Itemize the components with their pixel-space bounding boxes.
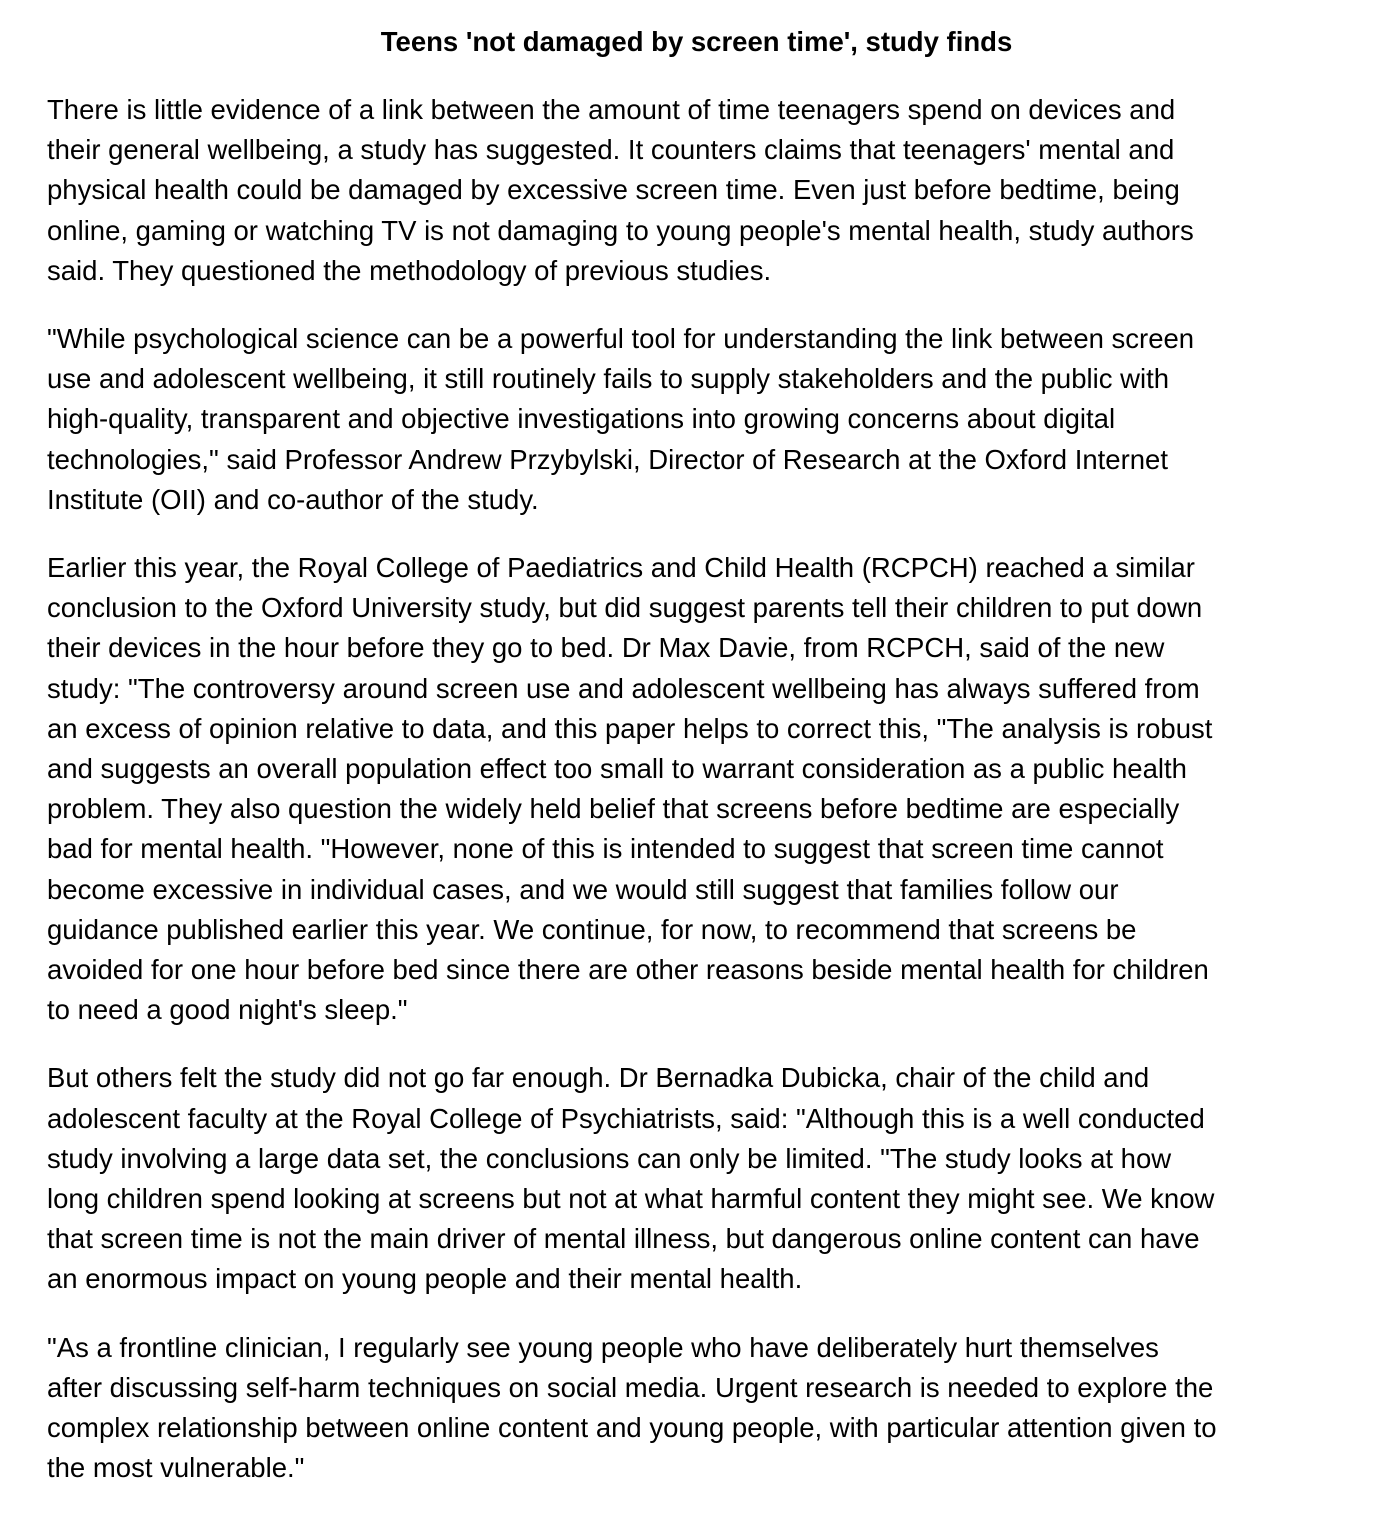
article-body bbox=[47, 90, 1357, 1517]
article-paragraph-1: There is little evidence of a link between the amount of time teenagers spend on devices and their general wellbeing, a study has suggested. It counters claims that teenagers' mental and physical health could be damaged by excessive screen time. Even just before bedtime, being online, gaming or watching TV is not damaging to young people's mental health, study authors said. They questioned the methodology of previous studies. bbox=[47, 94, 1194, 286]
article-paragraph-2: "While psychological science can be a powerful tool for understanding the link between screen use and adolescent wellbeing, it still routinely fails to supply stakeholders and the public with high-quality, transparent and objective investigations into growing concerns about digital technologies," said Professor Andrew Przybylski, Director of Research at the Oxford Internet Institute (OII) and co-author of the study. bbox=[47, 323, 1195, 515]
article-title: Teens 'not damaged by screen time', study finds bbox=[380, 26, 1013, 57]
article-paragraph-3: Earlier this year, the Royal College of Paediatrics and Child Health (RCPCH) reached a similar conclusion to the Oxford University study, but did suggest parents tell their children to put down their devices in the hour before they go to bed. Dr Max Davie, from RCPCH, said of the new study: "The controversy around screen use and adolescent wellbeing has always suffered from an excess of opinion relative to data, and this paper helps to correct this, "The analysis is robust and suggests an overall population effect too small to warrant consideration as a public health problem. They also question the widely held belief that screens before bedtime are especially bad for mental health. "However, none of this is intended to suggest that screen time cannot become excessive in individual cases, and we would still suggest that families follow our guidance published earlier this year. We continue, for now, to recommend that screens be avoided for one hour before bed since there are other reasons beside mental health for children to need a good night's sleep." bbox=[47, 552, 1213, 1026]
article-paragraph-5: "As a frontline clinician, I regularly see young people who have deliberately hurt themselves after discussing self-harm techniques on social media. Urgent research is needed to explore the complex relationship between online content and young people, with particular attention given to the most vulnerable." bbox=[47, 1331, 1217, 1484]
article-paragraph-4: But others felt the study did not go far enough. Dr Bernadka Dubicka, chair of the child and adolescent faculty at the Royal College of Psychiatrists, said: "Although this is a well conducted study involving a large data set, the conclusions can only be limited. "The study looks at how long children spend looking at screens but not at what harmful content they might see. We know that screen time is not the main driver of mental illness, but dangerous online content can have an enormous impact on young people and their mental health. bbox=[47, 1062, 1215, 1295]
